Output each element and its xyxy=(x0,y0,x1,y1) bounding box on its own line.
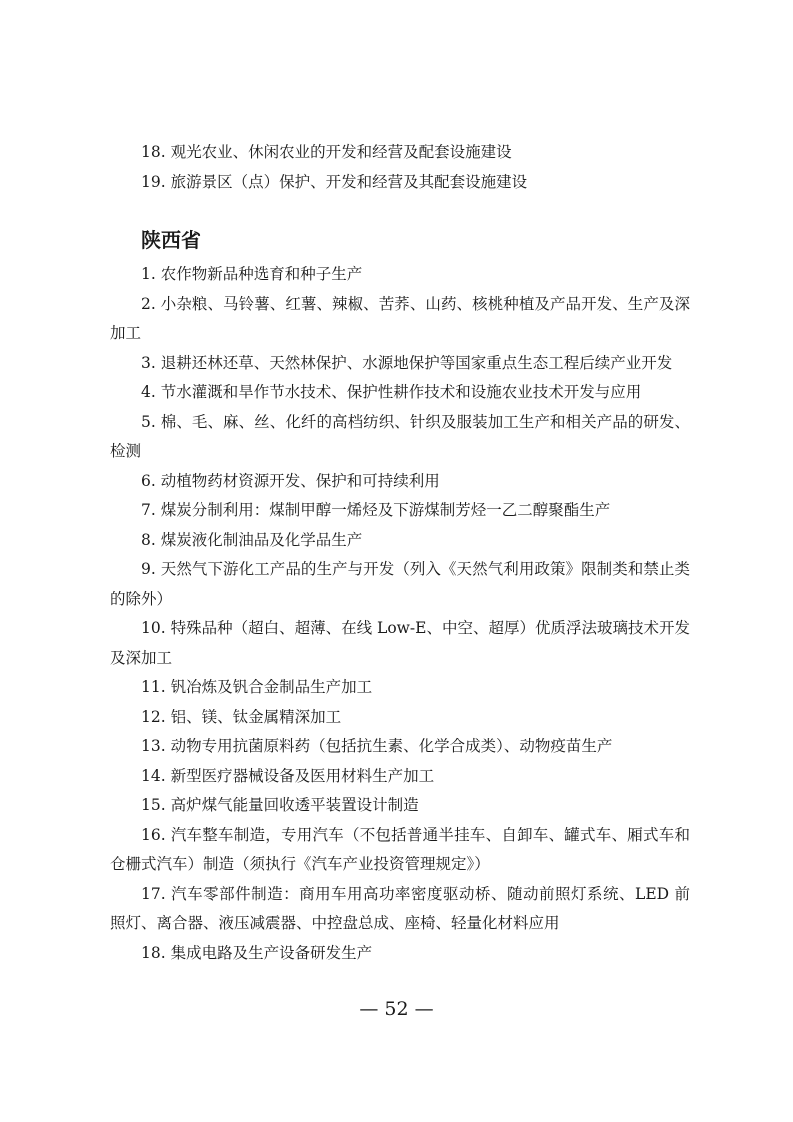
list-item: 9. 天然气下游化工产品的生产与开发（列入《天然气利用政策》限制类和禁止类的除外） xyxy=(110,560,690,608)
list-item: 19. 旅游景区（点）保护、开发和经营及其配套设施建设 xyxy=(141,172,528,191)
list-item: 18. 集成电路及生产设备研发生产 xyxy=(141,943,373,962)
list-item: 7. 煤炭分制利用：煤制甲醇一烯烃及下游煤制芳烃一乙二醇聚酯生产 xyxy=(141,501,611,519)
list-item: 5. 棉、毛、麻、丝、化纤的高档纺织、针织及服装加工生产和相关产品的研发、检测 xyxy=(110,412,690,460)
document-body xyxy=(110,138,690,968)
page-number: — 52 — xyxy=(359,998,434,1020)
list-item: 13. 动物专用抗菌原料药（包括抗生素、化学合成类）、动物疫苗生产 xyxy=(141,737,613,755)
list-item: 10. 特殊品种（超白、超薄、在线 Low-E、中空、超厚）优质浮法玻璃技术开发及深加工 xyxy=(110,619,690,667)
list-item: 2. 小杂粮、马铃薯、红薯、辣椒、苦荞、山药、核桃种植及产品开发、生产及深加工 xyxy=(110,294,690,342)
list-item: 17. 汽车零部件制造：商用车用高功率密度驱动桥、随动前照灯系统、LED 前照灯、离合器、液压减震器、中控盘总成、座椅、轻量化材料应用 xyxy=(110,884,690,932)
list-item: 8. 煤炭液化制油品及化学品生产 xyxy=(141,530,363,549)
list-item: 16. 汽车整车制造，专用汽车（不包括普通半挂车、自卸车、罐式车、厢式车和仓栅式汽车）制造（须执行《汽车产业投资管理规定》） xyxy=(110,825,690,873)
section-item-list xyxy=(110,260,690,968)
list-item: 4. 节水灌溉和旱作节水技术、保护性耕作技术和设施农业技术开发与应用 xyxy=(141,383,642,401)
list-item: 12. 铝、镁、钛金属精深加工 xyxy=(141,707,342,726)
list-item: 11. 钒冶炼及钒合金制品生产加工 xyxy=(141,678,373,696)
list-item: 3. 退耕还林还草、天然林保护、水源地保护等国家重点生态工程后续产业开发 xyxy=(141,353,673,372)
list-item: 15. 高炉煤气能量回收透平装置设计制造 xyxy=(141,796,419,814)
section-heading: 陕西省 xyxy=(141,228,201,252)
list-item: 18. 观光农业、休闲农业的开发和经营及配套设施建设 xyxy=(141,143,512,161)
list-item: 6. 动植物药材资源开发、保护和可持续利用 xyxy=(141,471,440,490)
list-item: 14. 新型医疗器械设备及医用材料生产加工 xyxy=(141,766,435,785)
list-item: 1. 农作物新品种选育和种子生产 xyxy=(141,265,363,283)
